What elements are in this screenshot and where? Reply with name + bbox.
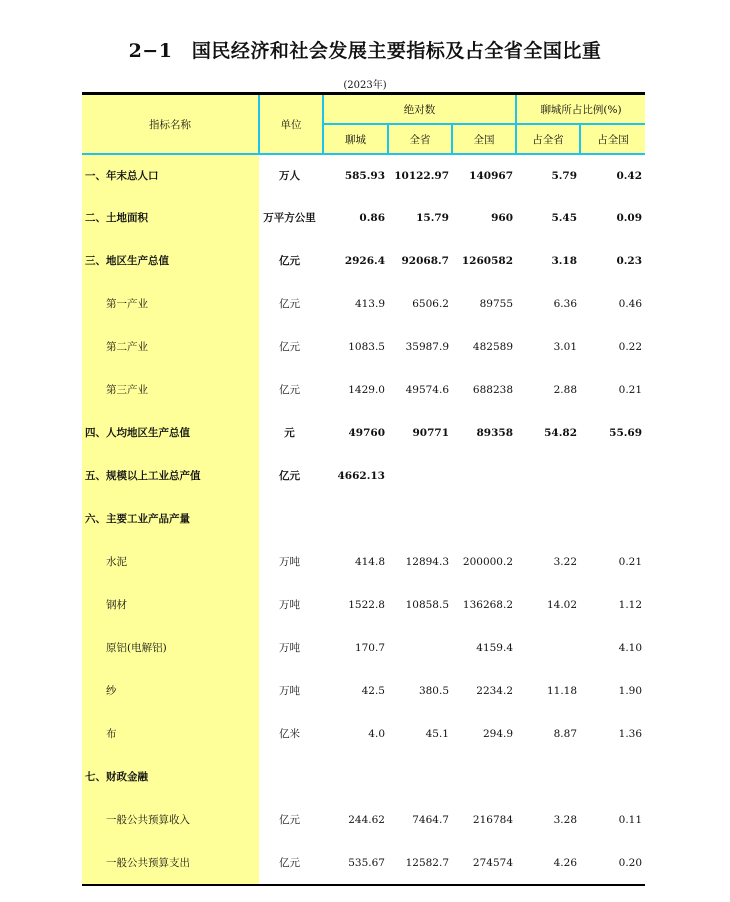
row-name: 第二产业	[82, 325, 259, 368]
cell-national: 1260582	[461, 254, 514, 267]
cell-liaocheng: 42.5	[361, 684, 385, 697]
cell-share-national: 0.42	[616, 169, 643, 182]
cell-share-province: 3.18	[551, 254, 578, 267]
row-unit: 亿元	[279, 814, 300, 826]
cell-province: 10858.5	[405, 598, 449, 611]
table-row	[82, 583, 645, 626]
cell-province: 10122.97	[394, 169, 449, 182]
cell-share-province: 11.18	[546, 684, 578, 697]
cell-share-national: 0.20	[580, 841, 645, 885]
header-absolute: 绝对数	[323, 94, 516, 125]
row-name: 原铝(电解铝)	[82, 626, 259, 669]
cell-national: 136268.2	[462, 598, 514, 611]
header-share-province: 占全省	[516, 124, 580, 154]
row-name: 六、主要工业产品产量	[82, 497, 259, 540]
cell-liaocheng: 49760	[348, 426, 385, 439]
table-row	[82, 798, 645, 841]
cell-province	[388, 755, 452, 798]
table-row	[82, 497, 645, 540]
table-row	[82, 154, 645, 196]
cell-province: 7464.7	[412, 813, 449, 826]
cell-share-province	[516, 454, 580, 497]
row-name: 布	[82, 712, 259, 755]
cell-liaocheng: 535.67	[323, 841, 388, 885]
header-ratio: 聊城所占比例(%)	[516, 94, 645, 125]
cell-share-province: 3.01	[553, 340, 578, 353]
cell-province	[388, 497, 452, 540]
cell-share-national: 1.12	[618, 598, 643, 611]
cell-province	[388, 454, 452, 497]
row-unit: 万吨	[279, 599, 300, 611]
cell-province: 380.5	[418, 684, 449, 697]
cell-share-province	[516, 755, 580, 798]
header-name: 指标名称	[82, 94, 259, 155]
cell-national: 688238	[472, 383, 514, 396]
cell-share-national: 55.69	[609, 426, 643, 439]
cell-national: 482589	[472, 340, 514, 353]
cell-liaocheng: 4662.13	[337, 469, 385, 482]
cell-province: 12894.3	[405, 555, 449, 568]
cell-province: 12582.7	[388, 841, 452, 885]
cell-province: 92068.7	[401, 254, 449, 267]
cell-share-province: 6.36	[553, 297, 578, 310]
row-name: 四、人均地区生产总值	[82, 411, 259, 454]
cell-share-province: 8.87	[553, 727, 578, 740]
cell-share-province	[516, 497, 580, 540]
indicators-table	[82, 92, 645, 886]
cell-liaocheng	[323, 755, 388, 798]
cell-province: 15.79	[416, 211, 449, 224]
cell-share-national: 0.21	[618, 383, 643, 396]
row-name: 一般公共预算支出	[82, 841, 259, 885]
table-row	[82, 239, 645, 282]
row-name: 一、年末总人口	[82, 154, 259, 196]
row-name: 五、规模以上工业总产值	[82, 454, 259, 497]
table-row	[82, 368, 645, 411]
cell-province: 35987.9	[405, 340, 449, 353]
cell-share-national: 0.11	[618, 813, 643, 826]
cell-national	[452, 454, 516, 497]
cell-share-national: 0.22	[618, 340, 643, 353]
row-name: 三、地区生产总值	[82, 239, 259, 282]
cell-liaocheng: 1429.0	[348, 383, 385, 396]
cell-national: 274574	[452, 841, 516, 885]
row-name: 第一产业	[82, 282, 259, 325]
cell-province	[388, 626, 452, 669]
table-row	[82, 325, 645, 368]
row-unit	[259, 497, 323, 540]
header-share-national: 占全国	[580, 124, 645, 154]
table-row	[82, 540, 645, 583]
row-unit: 元	[284, 427, 295, 439]
cell-national	[452, 755, 516, 798]
row-name: 钢材	[82, 583, 259, 626]
header-national: 全国	[452, 124, 516, 154]
cell-national: 2234.2	[476, 684, 514, 697]
row-unit	[259, 755, 323, 798]
row-name: 七、财政金融	[82, 755, 259, 798]
cell-national: 4159.4	[476, 641, 514, 654]
row-unit: 万吨	[279, 685, 300, 697]
cell-liaocheng: 413.9	[354, 297, 385, 310]
cell-liaocheng: 1522.8	[348, 598, 385, 611]
row-unit: 亿元	[279, 255, 300, 267]
table-row	[82, 282, 645, 325]
cell-liaocheng: 2926.4	[344, 254, 385, 267]
cell-share-province: 5.79	[551, 169, 578, 182]
row-name: 纱	[82, 669, 259, 712]
table-row	[82, 669, 645, 712]
table-row	[82, 712, 645, 755]
cell-national: 89358	[476, 426, 514, 439]
row-name: 第三产业	[82, 368, 259, 411]
cell-liaocheng: 585.93	[344, 169, 385, 182]
cell-national: 140967	[469, 169, 514, 182]
year-label: (2023年)	[343, 80, 387, 91]
cell-share-province	[516, 626, 580, 669]
table-row	[82, 411, 645, 454]
row-unit: 万吨	[279, 556, 300, 568]
table-row	[82, 626, 645, 669]
cell-share-province: 14.02	[546, 598, 578, 611]
cell-national: 216784	[472, 813, 514, 826]
header-liaocheng: 聊城	[323, 124, 388, 154]
cell-liaocheng: 1083.5	[348, 340, 385, 353]
cell-province: 45.1	[425, 727, 449, 740]
header-province: 全省	[388, 124, 452, 154]
cell-share-national: 1.90	[618, 684, 643, 697]
cell-province: 6506.2	[412, 297, 449, 310]
cell-share-province: 3.22	[553, 555, 578, 568]
cell-share-province: 54.82	[544, 426, 578, 439]
page-title: 2−1 国民经济和社会发展主要指标及占全省全国比重	[128, 40, 602, 62]
cell-share-national: 0.46	[618, 297, 643, 310]
table-row	[82, 841, 645, 885]
row-unit: 万平方公里	[263, 212, 316, 224]
cell-share-national: 0.23	[616, 254, 643, 267]
cell-share-national	[580, 454, 645, 497]
table-row	[82, 755, 645, 798]
cell-share-province: 4.26	[516, 841, 580, 885]
cell-share-national: 0.21	[618, 555, 643, 568]
row-unit: 亿元	[279, 384, 300, 396]
row-unit: 万吨	[279, 642, 300, 654]
cell-share-national: 1.36	[618, 727, 643, 740]
cell-liaocheng: 4.0	[368, 727, 385, 740]
cell-share-province: 2.88	[553, 383, 578, 396]
cell-share-province: 3.28	[553, 813, 578, 826]
row-unit: 亿米	[279, 728, 300, 740]
row-unit: 亿元	[279, 470, 300, 482]
row-unit: 亿元	[279, 341, 300, 353]
cell-province: 49574.6	[405, 383, 449, 396]
row-unit: 万人	[279, 170, 300, 182]
cell-national: 89755	[479, 297, 514, 310]
cell-liaocheng: 244.62	[348, 813, 385, 826]
row-name: 水泥	[82, 540, 259, 583]
cell-share-national	[580, 755, 645, 798]
cell-share-national	[580, 497, 645, 540]
header-unit: 单位	[259, 94, 323, 155]
cell-national: 200000.2	[462, 555, 514, 568]
cell-national: 960	[491, 211, 514, 224]
row-name: 一般公共预算收入	[82, 798, 259, 841]
table-row	[82, 454, 645, 497]
cell-national	[452, 497, 516, 540]
cell-liaocheng: 414.8	[354, 555, 385, 568]
table-row	[82, 196, 645, 239]
cell-share-national: 4.10	[618, 641, 643, 654]
cell-liaocheng: 0.86	[359, 211, 385, 224]
row-name: 二、土地面积	[82, 196, 259, 239]
cell-share-province: 5.45	[551, 211, 578, 224]
cell-national: 294.9	[482, 727, 514, 740]
cell-liaocheng	[323, 497, 388, 540]
cell-province: 90771	[412, 426, 449, 439]
row-unit: 亿元	[279, 298, 300, 310]
row-unit: 亿元	[259, 841, 323, 885]
cell-share-national: 0.09	[616, 211, 643, 224]
cell-liaocheng: 170.7	[354, 641, 385, 654]
